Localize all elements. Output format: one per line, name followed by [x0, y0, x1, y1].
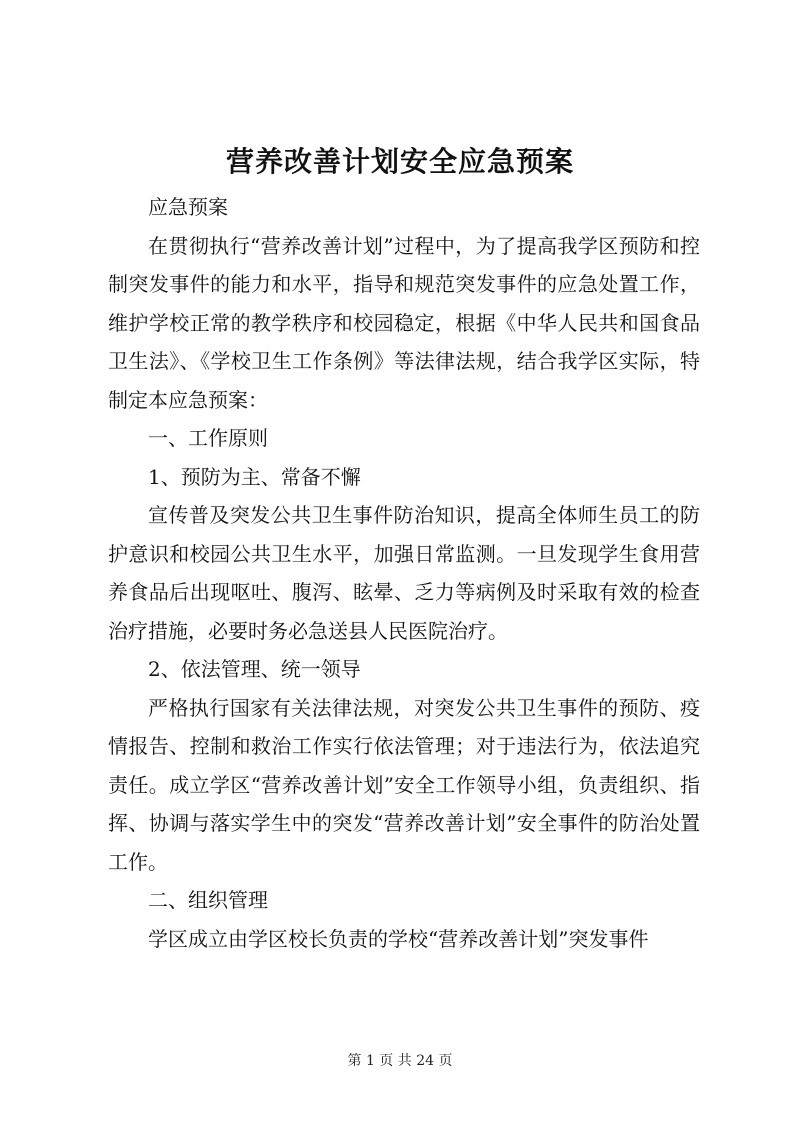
paragraph-heading-plan: 应急预案 — [148, 195, 228, 219]
section-heading-organization: 二、组织管理 — [148, 888, 268, 912]
section-heading-principles: 一、工作原则 — [148, 426, 268, 450]
paragraph-organization: 学区成立由学区校长负责的学校“营养改善计划”突发事件 — [148, 926, 649, 951]
paragraph-management: 严格执行国家有关法律法规，对突发公共卫生事件的预防、疫情报告、控制和救治工作实行依法管理；对于违法行为，依法追究责任。成立学区“营养改善计划”安全工作领导小组，负责组织、指挥、协调与落实学生中的突发“营养改善计划”安全事件的防治处置工作。 — [108, 695, 700, 874]
document-body — [108, 188, 700, 958]
document-title: 营养改善计划安全应急预案 — [225, 145, 574, 178]
paragraph-intro: 在贯彻执行“营养改善计划”过程中，为了提高我学区预防和控制突发事件的能力和水平，指导和规范突发事件的应急处置工作，维护学校正常的教学秩序和校园稳定，根据《中华人民共和国食品卫生法》、《学校卫生工作条例》等法律法规，结合我学区实际，特制定本应急预案： — [108, 233, 700, 412]
paragraph-prevention: 宣传普及突发公共卫生事件防治知识，提高全体师生员工的防护意识和校园公共卫生水平，加强日常监测。一旦发现学生食用营养食品后出现呕吐、腹泻、眩晕、乏力等病例及时采取有效的检查治疗措施，必要时务必急送县人民医院治疗。 — [108, 503, 700, 643]
page-number-footer: 第 1 页 共 24 页 — [347, 1053, 453, 1069]
subsection-heading-management: 2、依法管理、统一领导 — [148, 657, 361, 681]
subsection-heading-prevention: 1、预防为主、常备不懈 — [148, 464, 361, 489]
